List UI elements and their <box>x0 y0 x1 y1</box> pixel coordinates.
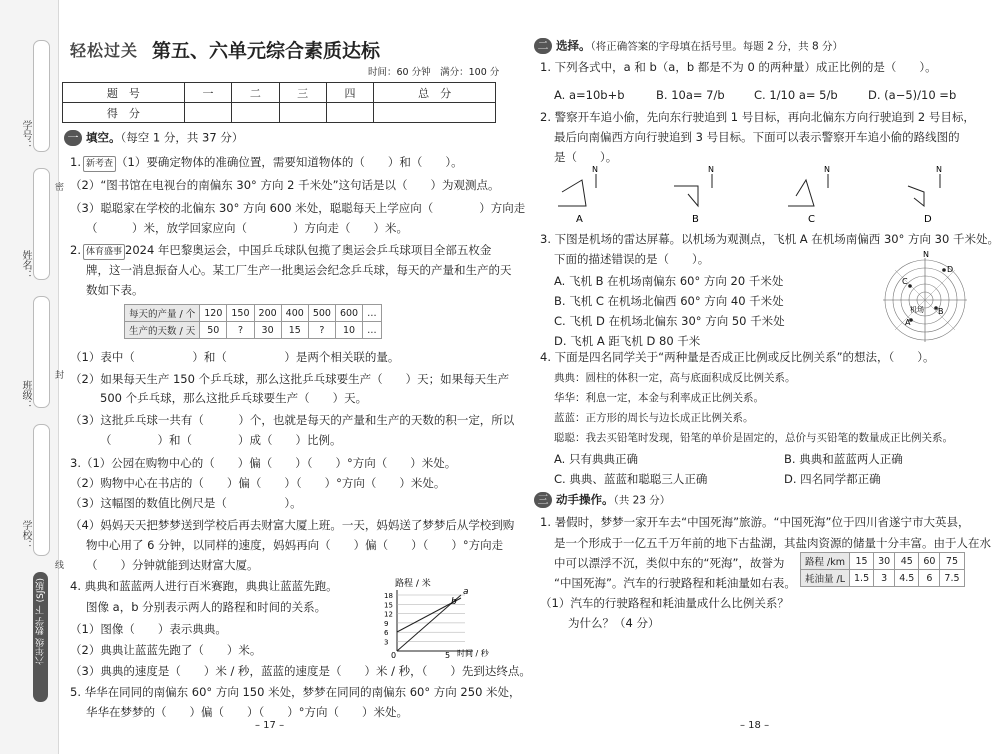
page-title: 第五、六单元综合素质达标 <box>152 40 381 62</box>
route-d-label[interactable]: D <box>924 214 932 225</box>
radar-point-b: B <box>938 307 944 316</box>
s2q4-line5: 聪聪：我去买铅笔时发现，铅笔的单价是固定的，总价与买铅笔的数量成正比例关系。 <box>554 432 953 444</box>
s2q4-opt-c[interactable]: C. 典典、蓝蓝和聪聪三人正确 <box>554 472 708 486</box>
binding-sidebar <box>0 0 63 754</box>
s2q2-line1: 2. 警察开车追小偷，先向东行驶追到 1 号目标，再向北偏东方向行驶追到 2 号目标， <box>540 110 975 124</box>
graph-line-a-label: a <box>463 587 469 597</box>
q2-line1: 2. 体育盛事 2024 年巴黎奥运会，中国乒乓球队包揽了奥运会乒乓球项目全部五枚金 <box>70 243 491 260</box>
section2-header: 二 选择。（将正确答案的字母填在括号里。每题 2 分，共 8 分） <box>534 38 843 54</box>
s2q4-opt-b[interactable]: B. 典典和蓝蓝两人正确 <box>784 452 903 466</box>
q3-line5: 物中心用了 6 分钟，以同样的速度，妈妈再向（ ）偏（ ）（ ）°方向走 <box>86 538 504 552</box>
svg-text:N: N <box>708 166 714 174</box>
s2q4-line3: 华华：利息一定，本金与利率成正比例关系。 <box>554 392 764 404</box>
graph-ytick: 3 <box>384 638 389 647</box>
s2q3-opt-a[interactable]: A. 飞机 B 在机场南偏东 60° 方向 20 千米处 <box>554 274 784 288</box>
q1-line4: （ ）米，放学回家应向（ ）方向走（ ）米。 <box>86 221 408 235</box>
s3q1-sub1b: 为什么？（4 分） <box>568 616 660 630</box>
q5-line1: 5. 华华在同同的南偏东 60° 方向 150 米处，梦梦在同同的南偏东 60° 方向 250 米处， <box>70 685 521 699</box>
s2q4-line1: 4. 下面是四名同学关于“两种量是否成正比例或反比例关系”的想法，（ ）。 <box>540 350 935 364</box>
q5-line2: 华华在梦梦的（ ）偏（ ）（ ）°方向（ ）米处。 <box>86 705 408 719</box>
graph-line-b-label: b <box>451 597 457 607</box>
q4-line5: （3）典典的速度是（ ）米 / 秒，蓝蓝的速度是（ ）米 / 秒，（ ）先到达终点。 <box>70 664 531 678</box>
s2q3-line1: 3. 下图是机场的雷达屏幕。以机场为观测点，飞机 A 在机场南偏西 30° 方向 30 千米处。 <box>540 232 999 246</box>
section1-header: 一 填空。（每空 1 分，共 37 分） <box>64 130 243 146</box>
section3-header: 三 动手操作。（共 23 分） <box>534 492 670 508</box>
graph-ytick: 9 <box>384 619 389 628</box>
svg-text:N: N <box>923 250 929 259</box>
class-label: 班级： <box>20 380 31 410</box>
seal-char-mi: 密 <box>53 182 63 191</box>
q2-sub3b: （ ）和（ ）成（ ）比例。 <box>100 433 342 447</box>
radar-point-c: C <box>902 277 908 286</box>
q4-line1: 4. 典典和蓝蓝两人进行百米赛跑，典典让蓝蓝先跑。 <box>70 579 338 593</box>
graph-ytick: 18 <box>384 592 393 600</box>
route-b <box>674 166 714 225</box>
s2q3-opt-d[interactable]: D. 飞机 A 距飞机 D 80 千米 <box>554 334 701 348</box>
graph-origin: 0 <box>391 651 397 658</box>
route-c <box>788 166 830 225</box>
time-info: 时间：60 分钟 满分：100 分 <box>368 67 500 78</box>
q4-line3: （1）图像（ ）表示典典。 <box>70 622 227 636</box>
svg-text:N: N <box>592 166 598 174</box>
seal-char-xian: 线 <box>53 560 63 569</box>
s3q1-line4: “中国死海”。汽车的行驶路程和耗油量如右表。 <box>554 576 796 590</box>
class-box[interactable] <box>33 296 50 408</box>
s2q2-route-diagrams <box>548 166 968 226</box>
radar-point-a: A <box>905 318 911 327</box>
s2q4-line4: 蓝蓝：正方形的周长与边长成正比例关系。 <box>554 412 754 424</box>
q1-line3: （3）聪聪家在学校的北偏东 30° 方向 600 米处，聪聪每天上学应向（ ）方向走 <box>70 201 526 215</box>
name-box[interactable] <box>33 168 50 280</box>
q2-sub3a: （3）这批乒乓球一共有（ ）个，也就是每天的产量和生产的天数的积一定，所以 <box>70 413 515 427</box>
page-number-right: – 18 – <box>740 720 770 731</box>
q2-sub2a: （2）如果每天生产 150 个乒乓球，那么这批乒乓球要生产（ ）天；如果每天生产 <box>70 372 510 386</box>
student-id-box[interactable] <box>33 40 50 152</box>
s2q1-opt-d[interactable]: D. (a−5)/10 =b <box>868 88 957 102</box>
s2q3-opt-b[interactable]: B. 飞机 C 在机场北偏西 60° 方向 40 千米处 <box>554 294 784 308</box>
route-c-label[interactable]: C <box>808 214 815 225</box>
route-a-label[interactable]: A <box>576 214 583 225</box>
s2q4-line2: 典典：圆柱的体积一定，高与底面积成反比例关系。 <box>554 372 796 384</box>
q1-line2: （2）“图书馆在电视台的南偏东 30° 方向 2 千米处”这句话是以（ ）为观测点。 <box>70 178 500 192</box>
graph-ylabel: 路程 / 米 <box>395 579 431 589</box>
s2q1-opt-c[interactable]: C. 1/10 a= 5/b <box>754 88 838 102</box>
q2-table: 每天的产量 / 个 120 150 200 400 500 600 … 生产的天数 / 天 50 ? 30 15 ? 10 … <box>124 304 382 339</box>
logo: 轻松过关 <box>70 41 139 60</box>
graph-yticks <box>384 592 393 647</box>
route-d <box>908 166 942 225</box>
graph-xlabel: 时间 / 秒 <box>457 649 489 658</box>
radar-point-d: D <box>947 265 954 274</box>
q4-line2: 图像 a，b 分别表示两人的路程和时间的关系。 <box>86 600 327 614</box>
s3q1-sub1: （1）汽车的行驶路程和耗油量成什么比例关系？ <box>540 596 789 610</box>
q3-line2: （2）购物中心在书店的（ ）偏（ ）（ ）°方向（ ）米处。 <box>70 476 446 490</box>
school-label: 学校： <box>20 520 31 550</box>
q4-line4: （2）典典让蓝蓝先跑了（ ）米。 <box>70 643 262 657</box>
s2q1-opt-b[interactable]: B. 10a= 7/b <box>656 88 725 102</box>
s2q3-line2: 下面的描述错误的是（ ）。 <box>554 252 710 266</box>
route-b-label[interactable]: B <box>692 214 699 225</box>
q2-line2: 牌，这一消息振奋人心。某工厂生产一批奥运会纪念乒乓球，每天的产量和生产的天 <box>86 263 512 277</box>
s2q2-line3: 是（ ）。 <box>554 150 618 164</box>
q4-graph <box>375 576 500 658</box>
s3q1-line3: 中可以漂浮不沉，类似中东的“死海”，故誉为 <box>554 556 785 570</box>
radar-center-label: 机场 <box>910 306 924 314</box>
s2q4-opt-d[interactable]: D. 四名同学都正确 <box>784 472 881 486</box>
q1-line1: 1. 新考查 （1）要确定物体的准确位置，需要知道物体的（ ）和（ ）。 <box>70 155 463 172</box>
s2q1-opt-a[interactable]: A. a=10b+b <box>554 88 625 102</box>
s2q3-opt-c[interactable]: C. 飞机 D 在机场北偏东 30° 方向 50 千米处 <box>554 314 785 328</box>
s2q3-radar <box>880 250 970 345</box>
seal-char-feng: 封 <box>53 370 63 379</box>
s2q1-stem: 1. 下列各式中，a 和 b（a，b 都是不为 0 的两种量）成正比例的是（ ）。 <box>540 60 937 74</box>
name-label: 姓名： <box>20 250 31 280</box>
q3-line6: （ ）分钟就能到达财富大厦。 <box>86 558 259 572</box>
s2q2-line2: 最后向南偏西方向行驶追到 3 号目标。下面可以表示警察开车追小偷的路线图的 <box>554 130 960 144</box>
svg-text:N: N <box>936 166 942 174</box>
school-box[interactable] <box>33 424 50 556</box>
graph-ytick: 12 <box>384 610 393 619</box>
s3q1-table: 路程 /km 15 30 45 60 75 耗油量 /L 1.5 3 4.5 6 7.5 <box>800 552 965 587</box>
q2-sub2b: 500 个乒乓球，那么这批乒乓球要生产（ ）天。 <box>100 391 368 405</box>
graph-ytick: 15 <box>384 601 393 610</box>
page-number-left: – 17 – <box>255 720 285 731</box>
graph-xtick: 5 <box>445 651 451 658</box>
route-a <box>558 166 598 225</box>
q2-line3: 数如下表。 <box>86 283 144 297</box>
q2-sub1: （1）表中（ ）和（ ）是两个相关联的量。 <box>70 350 400 364</box>
q3-line4: （4）妈妈天天把梦梦送到学校后再去财富大厦上班。一天，妈妈送了梦梦后从学校到购 <box>70 518 515 532</box>
s3q1-line1: 1. 暑假时，梦梦一家开车去“中国死海”旅游。“中国死海”位于四川省遂宁市大英县， <box>540 515 970 529</box>
svg-text:N: N <box>824 166 830 174</box>
s2q4-opt-a[interactable]: A. 只有典典正确 <box>554 452 638 466</box>
student-id-label: 学号： <box>20 120 31 150</box>
book-tab: 六年级 数学 下 (SJ版) <box>33 572 48 702</box>
q3-line3: （3）这幅图的数值比例尺是（ ）。 <box>70 496 302 510</box>
graph-ytick: 6 <box>384 629 389 638</box>
q3-line1: 3.（1）公园在购物中心的（ ）偏（ ）（ ）°方向（ ）米处。 <box>70 456 457 470</box>
s3q1-line2: 是一个形成于一亿五千万年前的地下古盐湖，其盐肉资源的储量十分丰富。由于人在水 <box>554 536 991 550</box>
score-table: 题 号 一 二 三 四 总 分 得 分 <box>62 82 496 123</box>
